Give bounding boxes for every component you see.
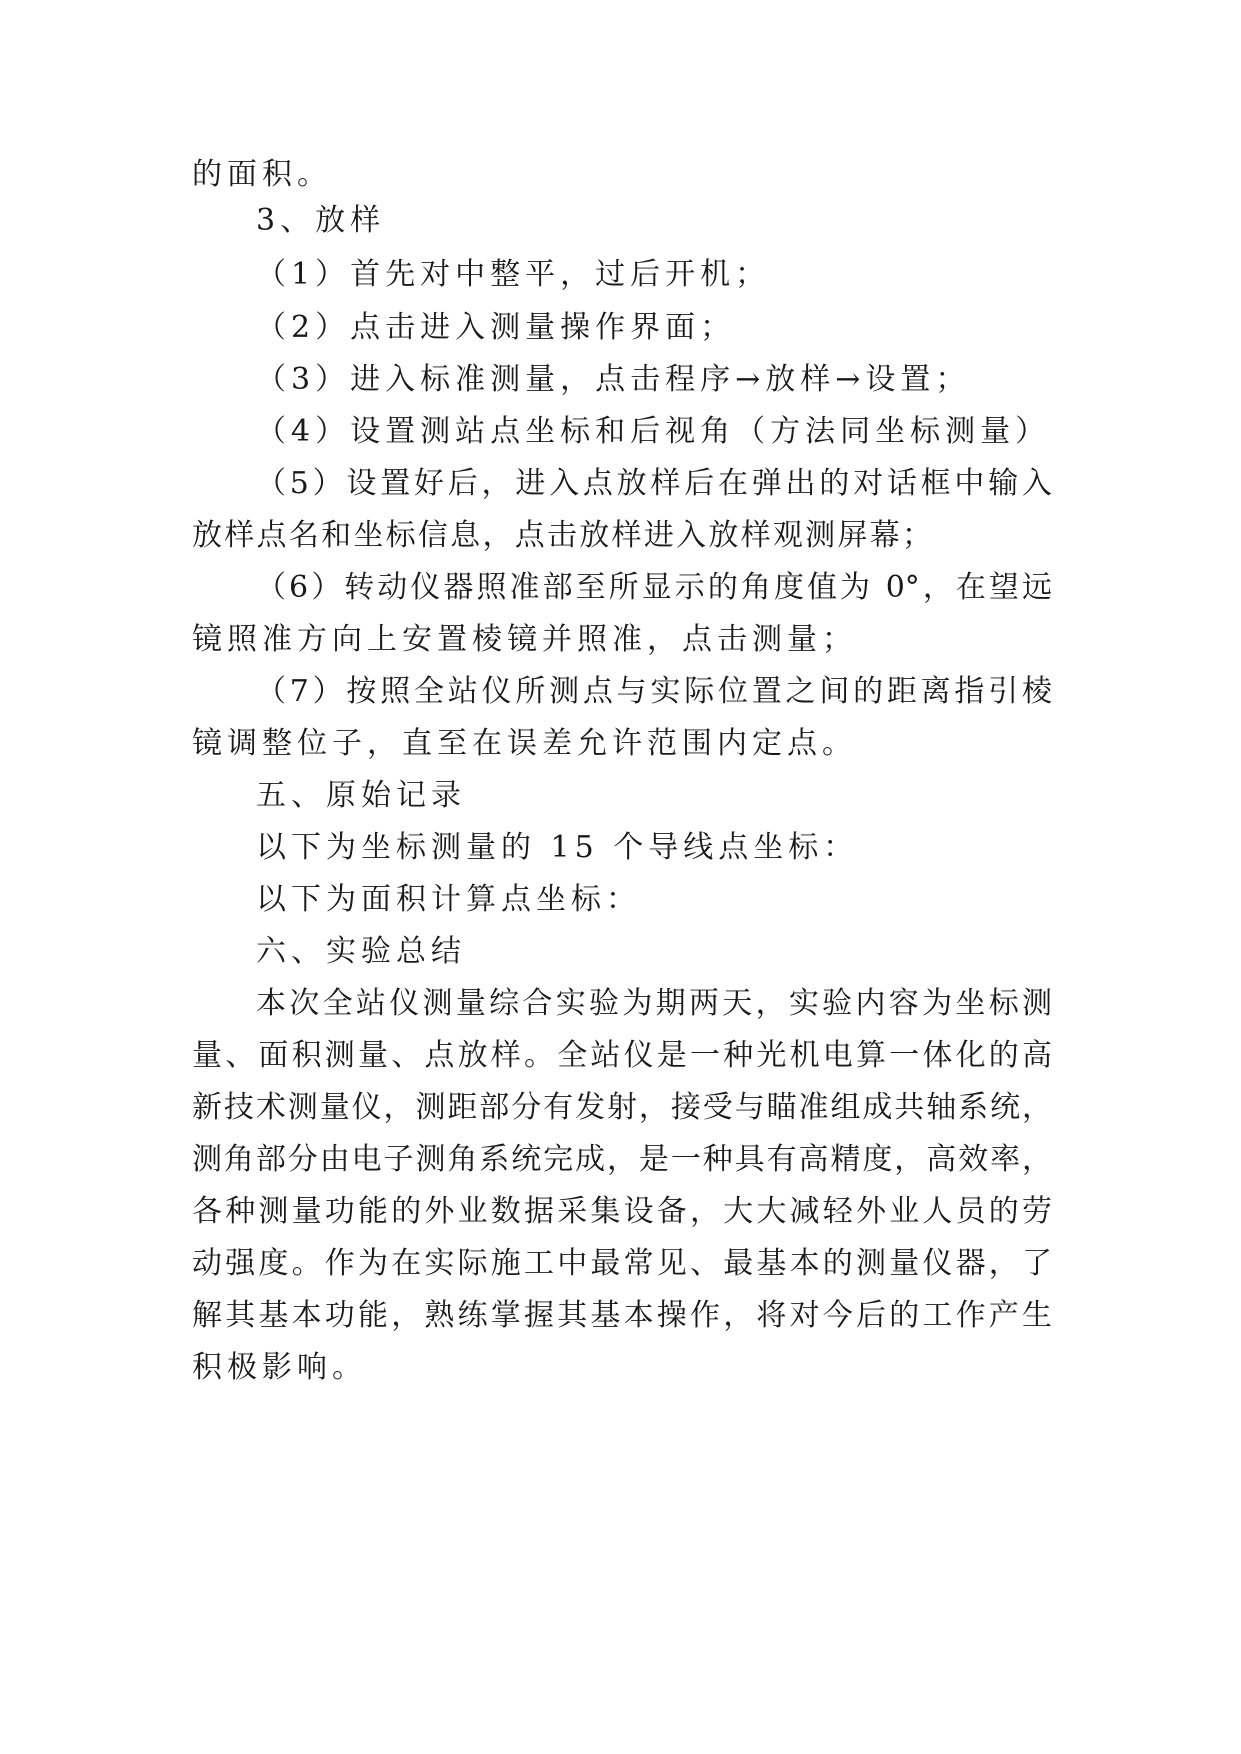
list-item: （4）设置测站点坐标和后视角（方法同坐标测量） [256,414,1051,449]
list-item: （6）转动仪器照准部至所显示的角度值为 0°，在望远 [256,570,1052,605]
text-line: 放样点名和坐标信息，点击放样进入放样观测屏幕； [192,518,932,553]
list-item: （1）首先对中整平，过后开机； [256,257,771,292]
paragraph-line: 积极影响。 [192,1350,367,1385]
text-line: 以下为面积计算点坐标： [256,882,641,917]
section-heading: 五、原始记录 [256,778,466,813]
paragraph-line: 动强度。作为在实际施工中最常见、最基本的测量仪器，了 [192,1246,1052,1281]
section-heading: 六、实验总结 [256,934,466,969]
section-heading: 3、放样 [256,203,386,238]
text-line: 以下为坐标测量的 15 个导线点坐标： [256,830,859,865]
paragraph-line: 新技术测量仪，测距部分有发射，接受与瞄准组成共轴系统， [192,1090,1052,1125]
list-item: （3）进入标准测量，点击程序→放样→设置； [256,362,971,397]
paragraph-line: 本次全站仪测量综合实验为期两天，实验内容为坐标测 [256,986,1052,1021]
text-line: 镜调整位子，直至在误差允许范围内定点。 [192,726,857,761]
text-line: 的面积。 [192,157,332,192]
paragraph-line: 量、面积测量、点放样。全站仪是一种光机电算一体化的高 [192,1038,1052,1073]
list-item: （7）按照全站仪所测点与实际位置之间的距离指引棱 [256,674,1052,709]
paragraph-line: 解其基本功能，熟练掌握其基本操作，将对今后的工作产生 [192,1298,1052,1333]
list-item: （5）设置好后，进入点放样后在弹出的对话框中输入 [256,466,1052,501]
paragraph-line: 各种测量功能的外业数据采集设备，大大减轻外业人员的劳 [192,1194,1052,1229]
text-line: 镜照准方向上安置棱镜并照准，点击测量； [192,622,857,657]
paragraph-line: 测角部分由电子测角系统完成，是一种具有高精度，高效率， [192,1142,1052,1177]
list-item: （2）点击进入测量操作界面； [256,310,736,345]
